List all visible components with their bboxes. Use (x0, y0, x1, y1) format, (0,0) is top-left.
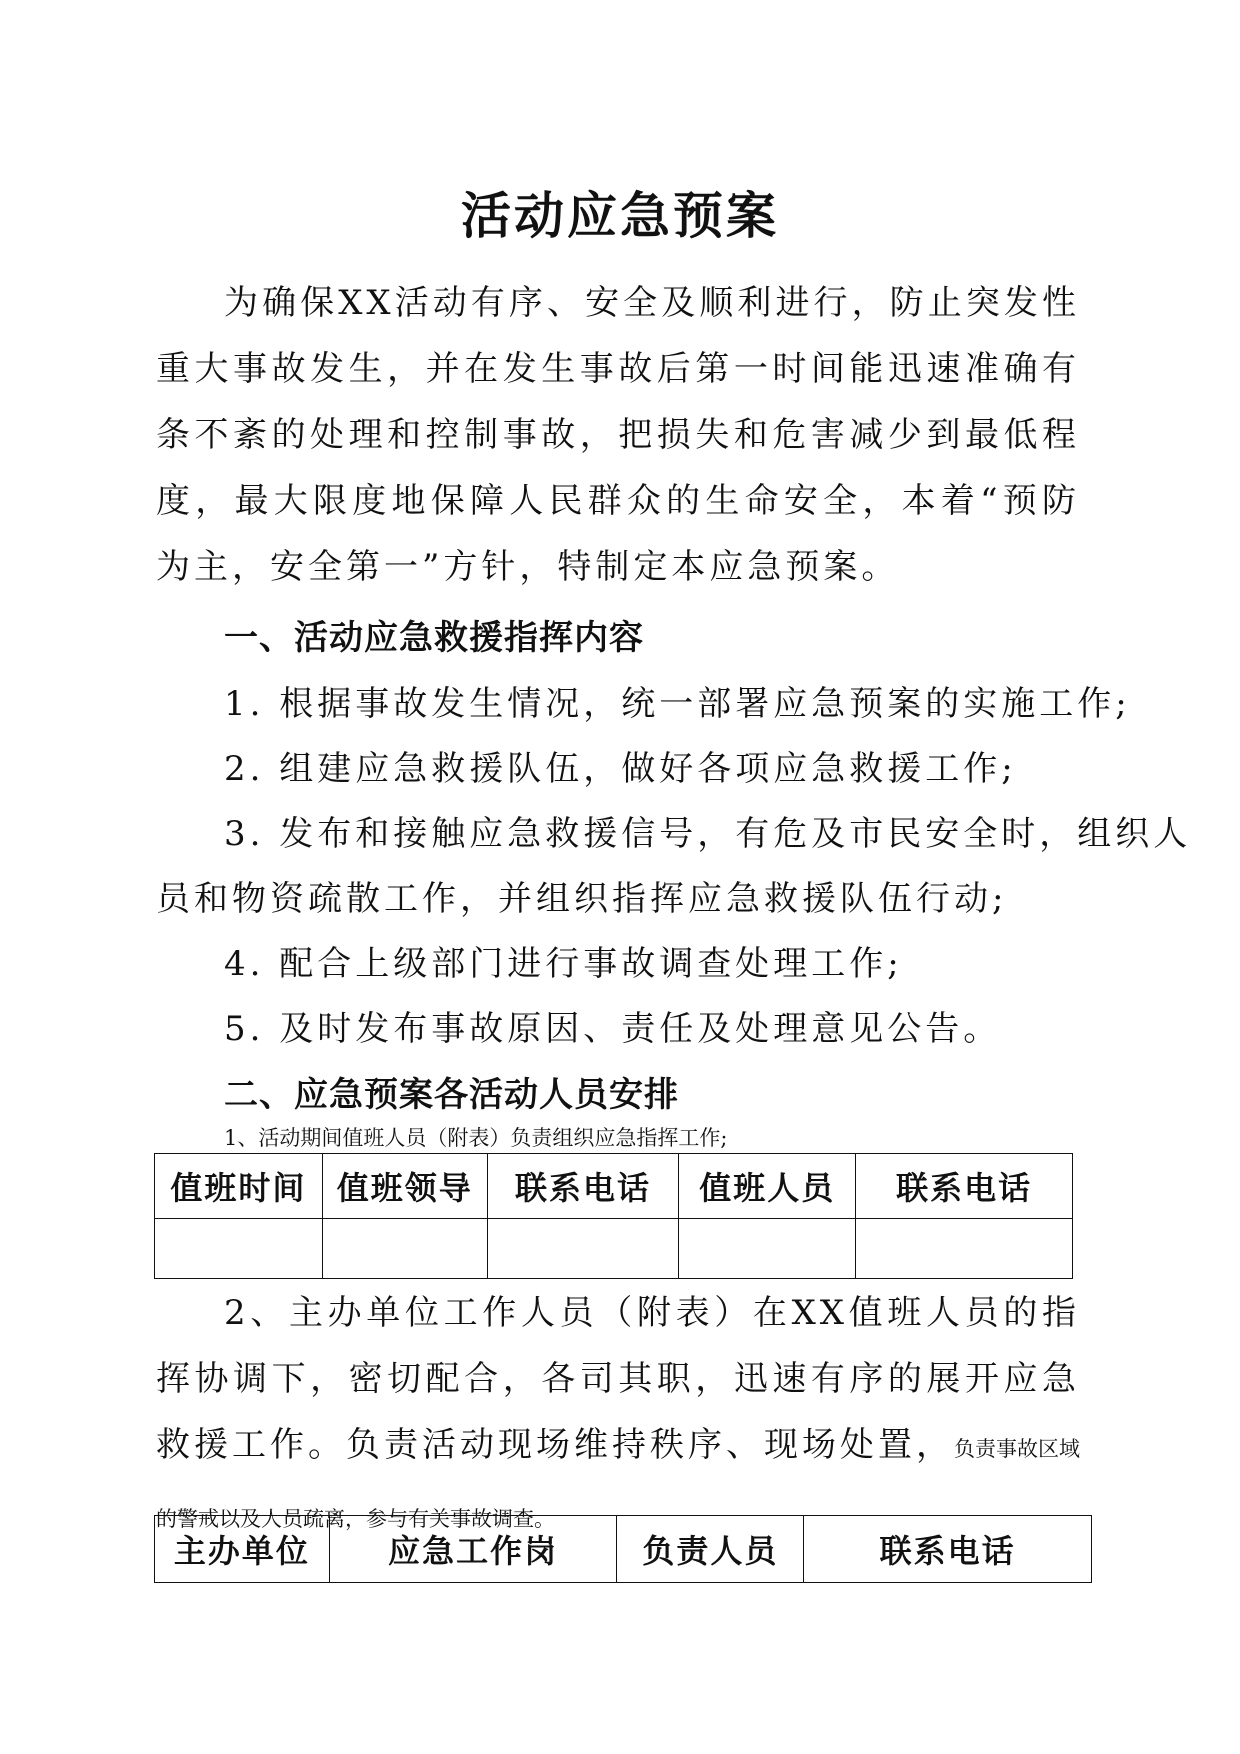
section1-item-4: 4. 配合上级部门进行事故调查处理工作; (224, 944, 903, 984)
section2-paragraph (156, 1280, 1080, 1552)
section2-heading: 二、应急预案各活动人员安排 (224, 1075, 679, 1115)
table-cell (155, 1219, 323, 1279)
document-title: 活动应急预案 (461, 187, 779, 245)
section2-paragraph-main: 2、主办单位工作人员（附表）在XX值班人员的指挥协调下，密切配合，各司其职，迅速有序的展开应急救援工作。负责活动现场维持秩序、现场处置， (156, 1293, 1080, 1465)
section2-paragraph-small: 负责事故区域的警戒以及人员疏离，参与有关事故调查。 (156, 1437, 1080, 1531)
table-cell (322, 1219, 487, 1279)
organizer-table-header: 联系电话 (804, 1516, 1092, 1583)
duty-table-header: 联系电话 (487, 1154, 679, 1219)
section1-item-2: 2. 组建应急救援队伍，做好各项应急救援工作; (224, 749, 1017, 789)
section1-item-3-cont: 员和物资疏散工作，并组织指挥应急救援队伍行动; (156, 879, 1008, 919)
duty-table-header: 值班人员 (679, 1154, 856, 1219)
organizer-table-header-row (155, 1516, 1092, 1583)
section1-item-1: 1. 根据事故发生情况，统一部署应急预案的实施工作; (224, 684, 1131, 724)
organizer-table-header: 主办单位 (155, 1516, 330, 1583)
duty-table-header: 值班领导 (322, 1154, 487, 1219)
section1-item-5: 5. 及时发布事故原因、责任及处理意见公告。 (224, 1009, 1002, 1049)
duty-table-header-row (155, 1154, 1073, 1219)
table-cell (679, 1219, 856, 1279)
table1-caption: 1、活动期间值班人员（附表）负责组织应急指挥工作; (224, 1126, 728, 1150)
section1-item-3: 3. 发布和接触应急救援信号，有危及市民安全时，组织人 (224, 814, 1192, 854)
organizer-table (154, 1515, 1092, 1583)
table-row (155, 1219, 1073, 1279)
section1-heading: 一、活动应急救援指挥内容 (224, 618, 644, 658)
organizer-table-header: 负责人员 (617, 1516, 804, 1583)
table-cell (856, 1219, 1073, 1279)
organizer-table-header: 应急工作岗 (329, 1516, 617, 1583)
intro-paragraph: 为确保XX活动有序、安全及顺利进行，防止突发性重大事故发生，并在发生事故后第一时间能迅速准确有条不紊的处理和控制事故，把损失和危害减少到最低程度，最大限度地保障人民群众的生命安全，本着“预防为主，安全第一”方针，特制定本应急预案。 (156, 283, 1080, 587)
duty-table-header: 联系电话 (856, 1154, 1073, 1219)
duty-table (154, 1153, 1073, 1279)
table-cell (487, 1219, 679, 1279)
duty-table-header: 值班时间 (155, 1154, 323, 1219)
